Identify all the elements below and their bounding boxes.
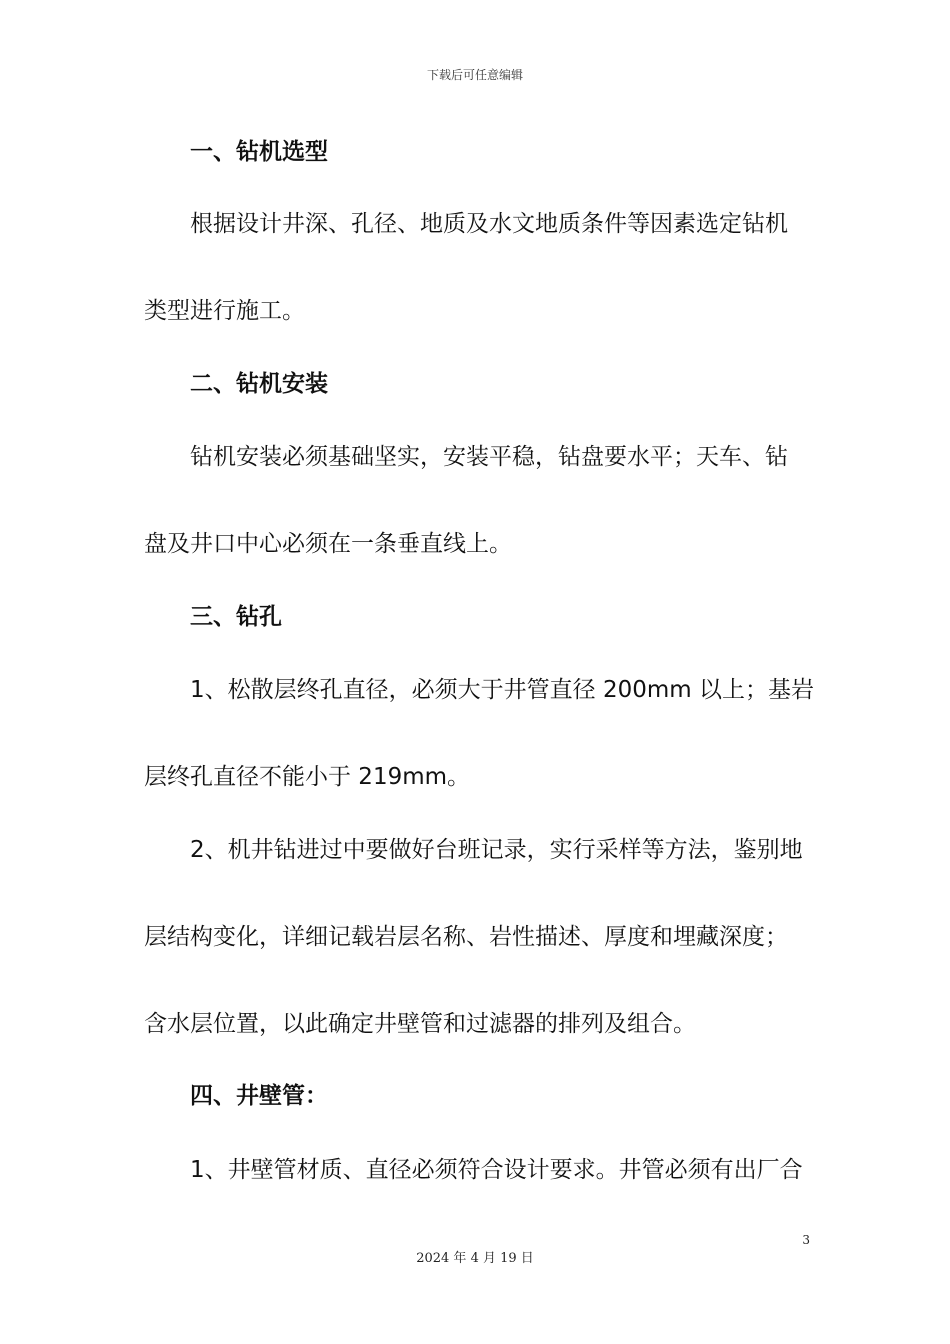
- section-heading-drill-selection: 一、钻机选型: [190, 139, 328, 165]
- paragraph-line: 1、松散层终孔直径，必须大于井管直径 200mm 以上；基岩: [190, 677, 814, 703]
- section-heading-well-casing: 四、井壁管：: [190, 1083, 328, 1109]
- paragraph-line: 根据设计井深、孔径、地质及水文地质条件等因素选定钻机: [190, 211, 788, 237]
- paragraph-line: 钻机安装必须基础坚实，安装平稳，钻盘要水平；天车、钻: [190, 444, 788, 470]
- paragraph-line: 含水层位置，以此确定井壁管和过滤器的排列及组合。: [144, 1011, 696, 1037]
- section-heading-drilling: 三、钻孔: [190, 604, 282, 630]
- header-note: 下载后可任意编辑: [426, 68, 523, 82]
- page-number: 3: [802, 1233, 810, 1247]
- section-heading-drill-installation: 二、钻机安装: [190, 371, 328, 397]
- paragraph-line: 层结构变化，详细记载岩层名称、岩性描述、厚度和埋藏深度；: [144, 924, 788, 950]
- paragraph-line: 2、机井钻进过中要做好台班记录，实行采样等方法，鉴别地: [190, 837, 803, 863]
- paragraph-line: 1、井壁管材质、直径必须符合设计要求。井管必须有出厂合: [190, 1157, 803, 1183]
- footer-date: 2024 年 4 月 19 日: [416, 1251, 534, 1266]
- paragraph-line: 盘及井口中心必须在一条垂直线上。: [144, 531, 512, 557]
- paragraph-line: 类型进行施工。: [144, 298, 305, 324]
- paragraph-line: 层终孔直径不能小于 219mm。: [144, 764, 471, 790]
